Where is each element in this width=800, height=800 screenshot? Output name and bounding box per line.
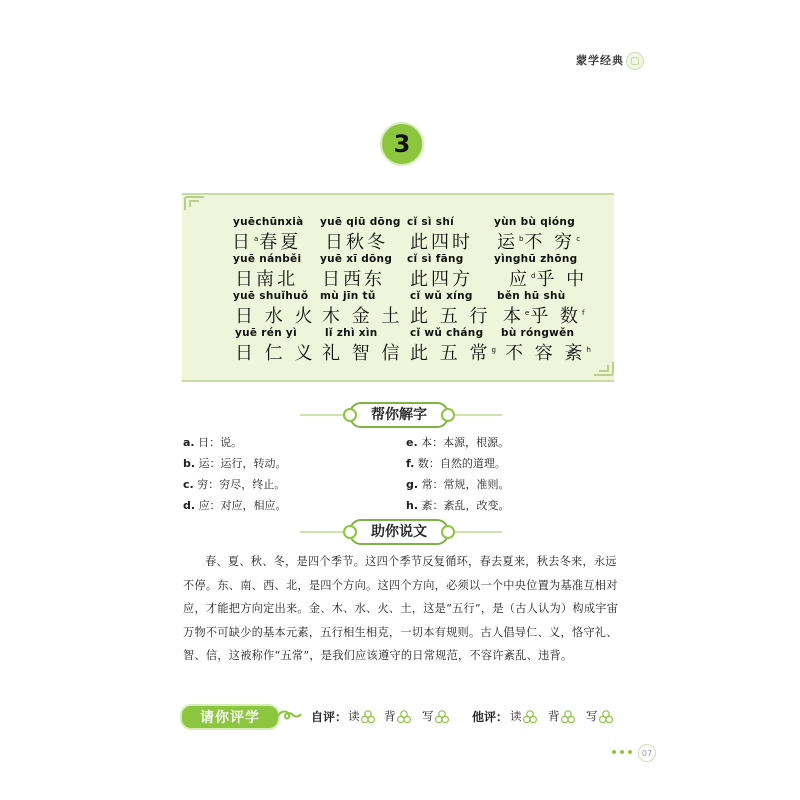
lesson-number: 3 (380, 122, 424, 166)
pinyin-text: yuē shuǐhuǒ (233, 290, 309, 302)
rating-item: 背 (548, 709, 560, 723)
pinyin-text: yuē xī dōng (320, 253, 393, 265)
pinyin-text: běn hū shù (497, 290, 566, 302)
explanation-paragraph: 春、夏、秋、冬，是四个季节。这四个季节反复循环，春去夏来，秋去冬来，永远不停。东、南、西、北，是四个方向。这四个方向，必须以一个中央位置为基准互相对应，才能把方向定出来。金、木、水、火、土，这是“五行”，是（古人认为）构成宇宙万物不可缺少的基本元素，五行相生相克，一切本有规则。古人倡导仁、义，恪守礼、智、信，这被称作“五常”，是我们应该遵守的日常规范，不容许紊乱、违背。 (183, 555, 619, 662)
clover-rating-icon[interactable] (361, 710, 375, 724)
hanzi-phrase: 运$^b$不 穷$^c$ (497, 232, 581, 253)
book-series-title: 蒙学经典 (576, 54, 624, 67)
corner-ornament-icon (184, 196, 204, 210)
glossary-item: a. 日：说。 (183, 436, 243, 449)
hanzi-phrase: 此四方 (410, 269, 473, 290)
glossary-item: f. 数：自然的道理。 (406, 457, 506, 470)
glossary-item: b. 运：运行，转动。 (183, 457, 287, 470)
pinyin-text: yuē qiū dōng (320, 216, 401, 228)
corner-ornament-icon (594, 362, 614, 376)
hanzi-phrase: 此 五 行 (410, 306, 491, 327)
clover-rating-icon[interactable] (599, 710, 613, 724)
hanzi-phrase: 应$^d$乎 中 (509, 269, 588, 290)
glossary-item: g. 常：常规，准则。 (406, 478, 510, 491)
pinyin-text: bù róngwěn (501, 327, 575, 339)
hanzi-phrase: 礼 智 信 (322, 343, 403, 364)
hanzi-phrase: 日 水 火 (235, 306, 316, 327)
pinyin-text: cǐ wǔ cháng (410, 327, 484, 339)
pinyin-text: cǐ sì shí (407, 216, 455, 228)
rating-item: 写 (586, 709, 598, 723)
hanzi-phrase: 日$^a$春夏 (232, 232, 302, 253)
self-rating-label: 自评： (311, 710, 348, 724)
pinyin-text: mù jīn tǔ (320, 290, 376, 302)
hanzi-phrase: 木 金 土 (322, 306, 403, 327)
pinyin-text: cǐ wǔ xíng (410, 290, 473, 302)
page-number: 07 (638, 744, 656, 762)
hanzi-phrase: 此四时 (410, 232, 473, 253)
peer-rating-label: 他评： (472, 710, 509, 724)
pinyin-text: cǐ sì fāng (407, 253, 464, 265)
clover-rating-icon[interactable] (523, 710, 537, 724)
hanzi-phrase: 日南北 (235, 269, 298, 290)
pinyin-text: yuē nánběi (233, 253, 302, 265)
section-title-help-words: 帮你解字 (349, 402, 449, 428)
rating-title: 请你评学 (180, 704, 280, 730)
pinyin-text: yìnghū zhōng (494, 253, 578, 265)
clover-rating-icon[interactable] (561, 710, 575, 724)
hanzi-phrase: 不 容 紊$^h$ (505, 343, 591, 364)
cloud-swirl-icon (276, 708, 302, 722)
section-divider (452, 531, 502, 533)
clover-rating-icon[interactable] (435, 710, 449, 724)
pinyin-text: lǐ zhì xìn (325, 327, 378, 339)
page-dot-icon (620, 750, 624, 754)
page-dot-icon (612, 750, 616, 754)
section-divider (452, 414, 502, 416)
glossary-item: e. 本：本源，根源。 (406, 436, 510, 449)
glossary-item: h. 紊：紊乱，改变。 (406, 499, 510, 512)
emblem-icon (626, 52, 644, 70)
rating-item: 背 (384, 709, 396, 723)
pinyin-text: yùn bù qióng (494, 216, 576, 228)
hanzi-phrase: 日西东 (322, 269, 385, 290)
section-title-explain: 助你说文 (349, 519, 449, 545)
rating-item: 读 (348, 709, 360, 723)
glossary-item: d. 应：对应，相应。 (183, 499, 287, 512)
hanzi-phrase: 此 五 常$^g$ (410, 343, 496, 364)
glossary-item: c. 穷：穷尽，终止。 (183, 478, 286, 491)
hanzi-phrase: 日 仁 义 (235, 343, 316, 364)
hanzi-phrase: 本$^e$乎 数$^f$ (503, 306, 585, 327)
pinyin-text: yuē rén yì (235, 327, 297, 339)
pinyin-text: yuēchūnxià (233, 216, 304, 228)
clover-rating-icon[interactable] (397, 710, 411, 724)
page-dot-icon (628, 750, 632, 754)
rating-item: 读 (510, 709, 522, 723)
rating-item: 写 (422, 709, 434, 723)
hanzi-phrase: 日秋冬 (325, 232, 388, 253)
